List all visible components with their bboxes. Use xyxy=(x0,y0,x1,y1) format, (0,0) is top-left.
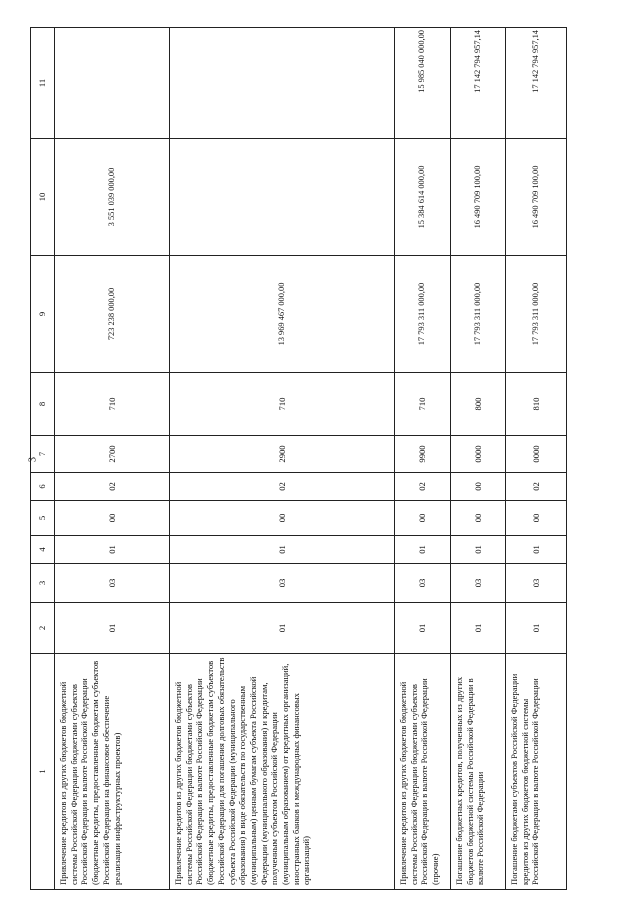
header-row xyxy=(31,28,55,890)
amount-cell: 3 551 039 000,00 xyxy=(55,139,170,256)
table-row xyxy=(506,28,567,890)
code-cell: 00 xyxy=(395,501,451,536)
code-cell: 710 xyxy=(170,373,395,436)
page-number: 3 xyxy=(27,457,39,462)
row-label: Привлечение кредитов из других бюджетов бюджетной системы Российской Федерации бюджетами субъектов Российской Федерации в валюте Российской Федерации (бюджетные кредиты, предоставленные бюджетам субъектов Российской Федерации на финансовое обеспечение реализации инфраструктурных проектов) xyxy=(55,654,170,890)
table-row xyxy=(170,28,395,890)
code-cell: 710 xyxy=(55,373,170,436)
code-cell: 02 xyxy=(170,473,395,501)
header-cell: 1 xyxy=(31,654,55,890)
code-cell: 02 xyxy=(506,473,567,501)
code-cell: 00 xyxy=(506,501,567,536)
amount-cell: 17 793 311 000,00 xyxy=(451,256,506,373)
code-cell: 2900 xyxy=(170,436,395,473)
code-cell: 710 xyxy=(395,373,451,436)
amount-cell: 15 384 614 000,00 xyxy=(395,139,451,256)
budget-table xyxy=(27,27,567,890)
amount-cell: 15 985 040 000,00 xyxy=(395,28,451,139)
header-cell: 9 xyxy=(31,256,55,373)
code-cell: 2700 xyxy=(55,436,170,473)
code-cell: 02 xyxy=(395,473,451,501)
amount-cell: 17 793 311 000,00 xyxy=(395,256,451,373)
code-cell: 01 xyxy=(395,603,451,654)
amount-cell xyxy=(170,139,395,256)
code-cell: 01 xyxy=(506,603,567,654)
code-cell: 00 xyxy=(55,501,170,536)
code-cell: 01 xyxy=(55,536,170,564)
amount-cell: 13 969 467 000,00 xyxy=(170,256,395,373)
code-cell: 01 xyxy=(451,536,506,564)
amount-cell: 723 238 000,00 xyxy=(55,256,170,373)
code-cell: 00 xyxy=(451,501,506,536)
header-cell: 7 xyxy=(31,436,55,473)
code-cell: 03 xyxy=(506,564,567,603)
table-row xyxy=(55,28,170,890)
code-cell: 03 xyxy=(170,564,395,603)
code-cell: 01 xyxy=(170,536,395,564)
code-cell: 01 xyxy=(170,603,395,654)
row-label: Привлечение кредитов из других бюджетов бюджетной системы Российской Федерации бюджетами субъектов Российской Федерации в валюте Российской Федерации (бюджетные кредиты, предоставленные бюджетам субъектов Российской Федерации для погашения долговых обязательств субъекта Российской Федерации (муниципального образования) в виде обязательств по государственным (муниципальным) ценным бумагам субъекта Российской Федерации (муниципального образования) и кредитам, полученным субъектом Российской Федерации (муниципальным образованием) от кредитных организаций, иностранных банков и международных финансовых организаций) xyxy=(170,654,395,890)
row-label: Привлечение кредитов из других бюджетов бюджетной системы Российской Федерации бюджетами субъектов Российской Федерации в валюте Российской Федерации (прочие) xyxy=(395,654,451,890)
code-cell: 02 xyxy=(55,473,170,501)
amount-cell: 16 490 709 100,00 xyxy=(451,139,506,256)
header-cell: 8 xyxy=(31,373,55,436)
header-cell: 11 xyxy=(31,28,55,139)
code-cell: 9900 xyxy=(395,436,451,473)
code-cell: 0000 xyxy=(506,436,567,473)
code-cell: 810 xyxy=(506,373,567,436)
amount-cell: 17 142 794 957,14 xyxy=(506,28,567,139)
code-cell: 01 xyxy=(55,603,170,654)
table-row xyxy=(451,28,506,890)
row-label: Погашение бюджетных кредитов, полученных из других бюджетов бюджетной системы Российской Федерации в валюте Российской Федерации xyxy=(451,654,506,890)
amount-cell xyxy=(170,28,395,139)
amount-cell: 17 142 794 957,14 xyxy=(451,28,506,139)
code-cell: 800 xyxy=(451,373,506,436)
header-cell: 4 xyxy=(31,536,55,564)
header-cell: 2 xyxy=(31,603,55,654)
code-cell: 01 xyxy=(451,603,506,654)
amount-cell: 16 490 709 100,00 xyxy=(506,139,567,256)
code-cell: 01 xyxy=(395,536,451,564)
code-cell: 01 xyxy=(506,536,567,564)
amount-cell: 17 793 311 000,00 xyxy=(506,256,567,373)
header-cell: 5 xyxy=(31,501,55,536)
code-cell: 03 xyxy=(451,564,506,603)
amount-cell xyxy=(55,28,170,139)
code-cell: 03 xyxy=(395,564,451,603)
header-cell: 6 xyxy=(31,473,55,501)
code-cell: 00 xyxy=(451,473,506,501)
row-label: Погашение бюджетами субъектов Российской Федерации кредитов из других бюджетов бюджетной системы Российской Федерации в валюте Российской Федерации xyxy=(506,654,567,890)
code-cell: 00 xyxy=(170,501,395,536)
table-row xyxy=(395,28,451,890)
rotated-page xyxy=(27,28,565,890)
header-cell: 10 xyxy=(31,139,55,256)
code-cell: 0000 xyxy=(451,436,506,473)
code-cell: 03 xyxy=(55,564,170,603)
header-cell: 3 xyxy=(31,564,55,603)
